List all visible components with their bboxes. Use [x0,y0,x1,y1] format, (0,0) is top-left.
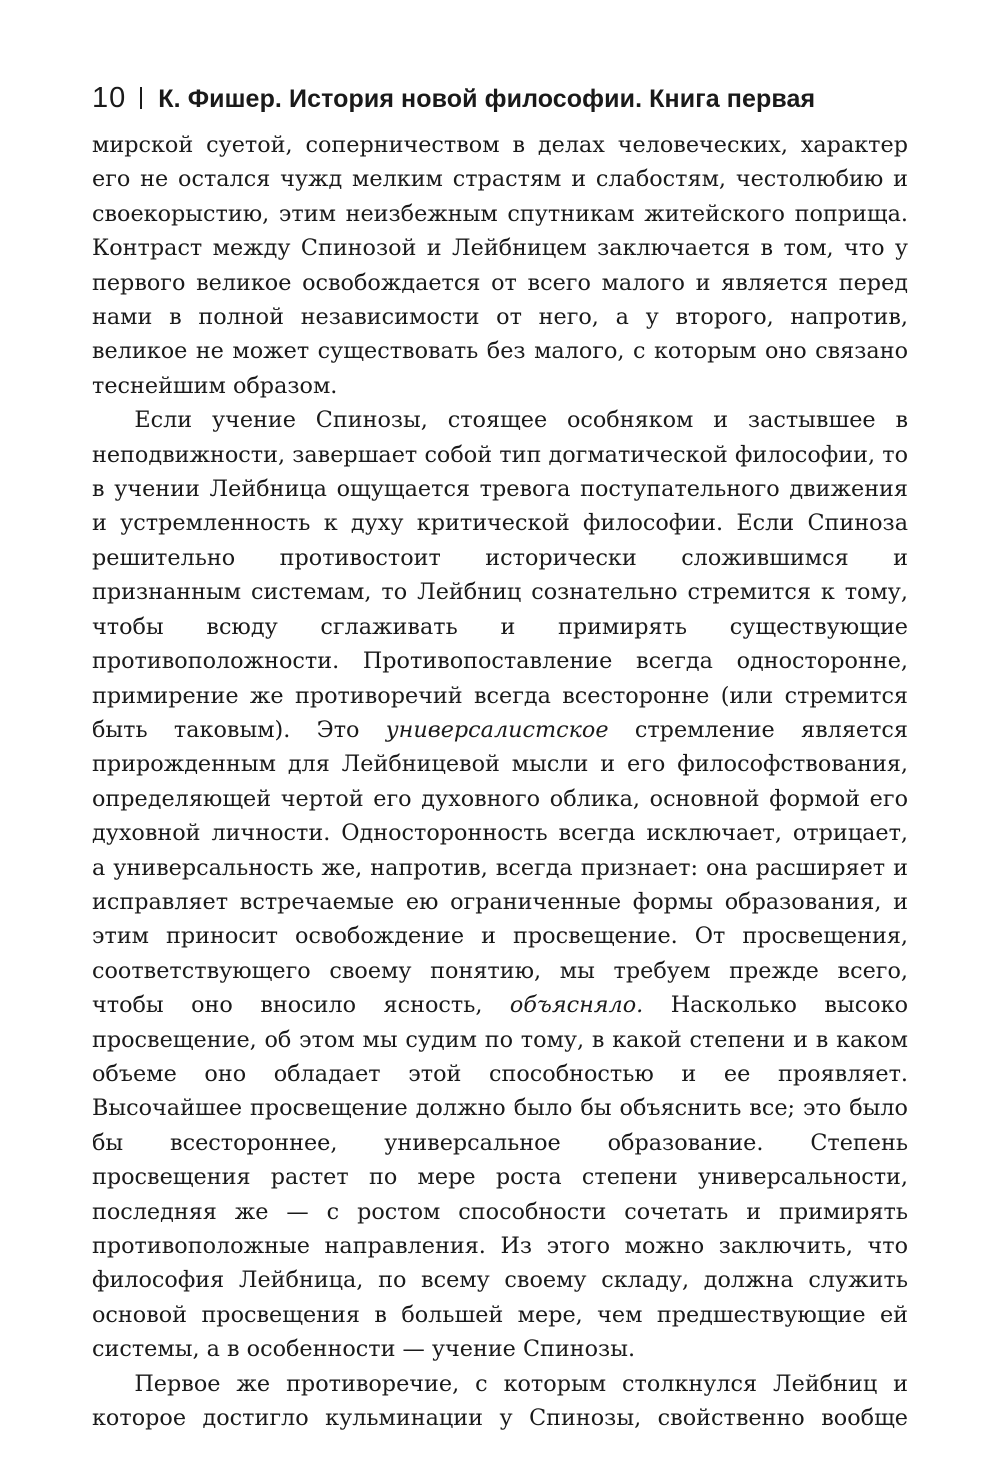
text-run: Насколько высоко просвещение, об этом мы судим по тому, в какой степени и в каком объеме оно обладает этой способностью и ее проявляет. Высочайшее просвещение должно было бы объяснить все; это было бы всестороннее, универсальное образование. Степень просвещения растет по мере роста степени универсальности, последняя же — с ростом способности сочетать и примирять противоположные направления. Из этого можно заключить, что философия Лейбница, по всему своему складу, должна служить основой просвещения в большей мере, чем предшествующие ей системы, а в особенности — учение Спинозы. [92,992,908,1363]
running-header [92,82,908,128]
page-number: 10 [92,82,127,114]
running-title: К. Фишер. История новой философии. Книга первая [158,85,816,113]
header-divider [140,87,142,109]
text-run: мирской суетой, соперничеством в делах человеческих, характер его не остался чужд мелким страстям и слабостям, честолюбию и своекорыстию, этим неизбежным спутникам житейского поприща. Контраст между Спинозой и Лейбницем заключается в том, что у первого великое освобождается от всего малого и является перед нами в полной независимости от него, а у второго, напротив, великое не может существовать без малого, с которым оно связано теснейшим образом. [92,132,908,399]
text-run: стремление является прирожденным для Лейбницевой мысли и его философствования, определяющей чертой его духовного облика, основной формой его духовной личности. Односторонность всегда исключает, отрицает, а универсальность же, напротив, всегда признает: она расширяет и исправляет встречаемые ею ограниченные формы образования, и этим приносит освобождение и просвещение. От просвещения, соответствующего своему понятию, мы требуем прежде всего, чтобы оно вносило ясность, [92,716,908,1019]
book-page [92,82,908,1435]
italic-term-universalist: универсалистское [385,716,609,743]
paragraph-continued [92,128,908,403]
italic-term-explained: объясняло. [509,992,644,1019]
paragraph-continues [92,1367,908,1436]
text-run: Если учение Спинозы, стоящее особняком и застывшее в неподвижности, завершает собой тип догматической философии, то в учении Лейбница ощущается тревога поступательного движения и устремленность к духу критической философии. Если Спиноза решительно противостоит исторически сложившимся и признанным системам, то Лейбниц сознательно стремится к тому, чтобы всюду сглаживать и примирять существующие противоположности. Противопоставление всегда односторонне, примирение же противоречий всегда всесторонне (или стремится быть таковым). Это [92,407,908,743]
text-run: Первое же противоречие, с которым столкнулся Лейбниц и которое достигло кульминации у Спинозы, свойственно вообще [92,1370,908,1432]
paragraph [92,403,908,1366]
page-body [92,128,908,1435]
